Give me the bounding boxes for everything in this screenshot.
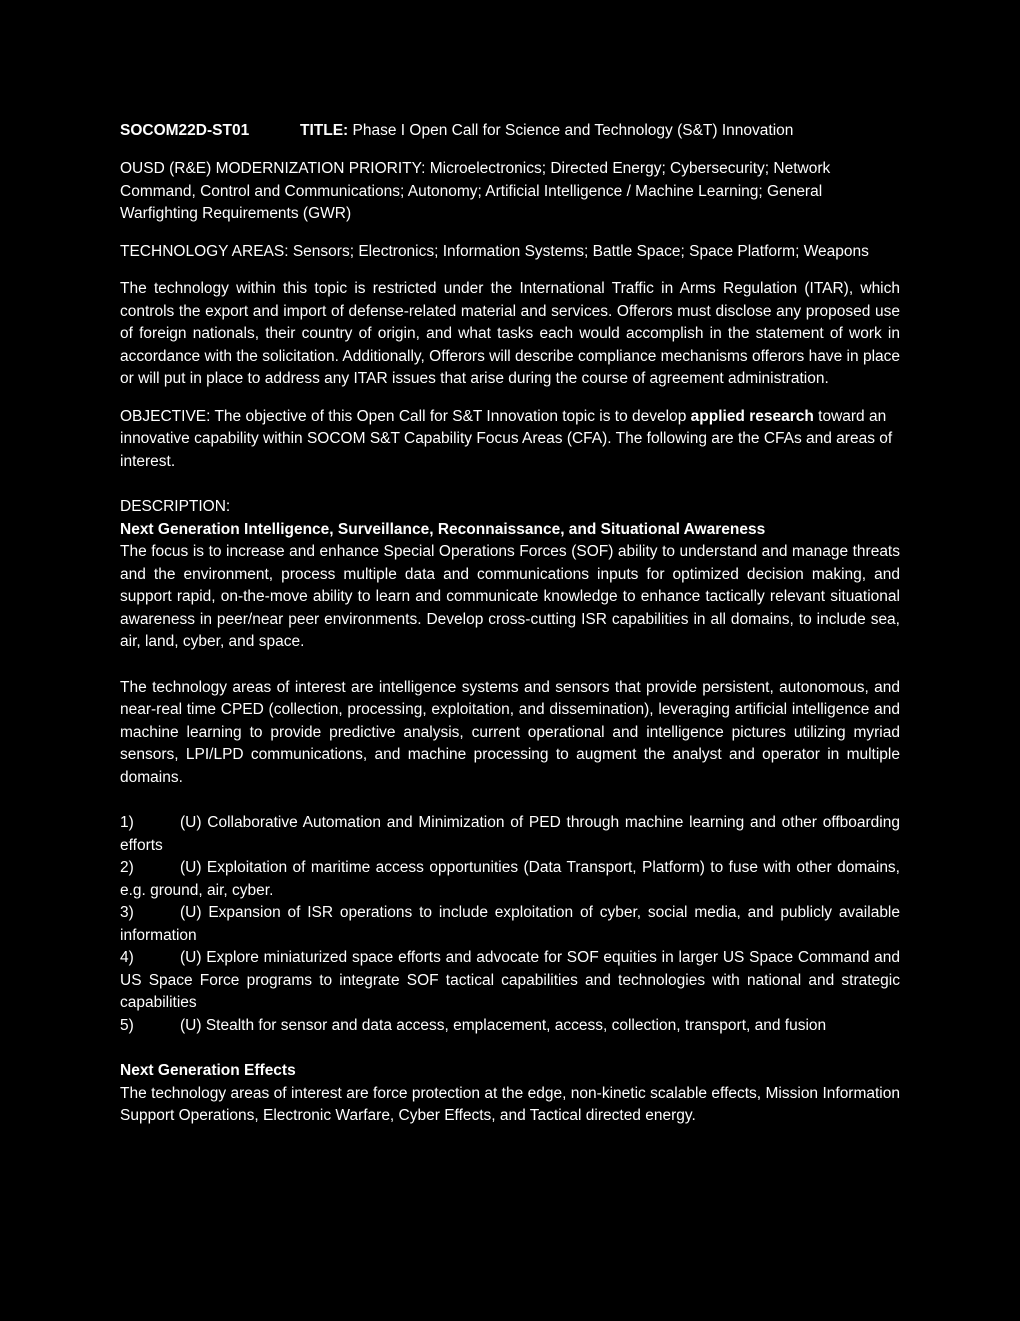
effects-paragraph: The technology areas of interest are force protection at the edge, non-kinetic scalable effects, Mission Information Support Operations, Electronic Warfare, Cyber Effects, and Tactical directed energy. — [120, 1084, 900, 1124]
list-item: 5) (U) Stealth for sensor and data access, emplacement, access, collection, transport, and fusion — [120, 1016, 827, 1034]
title-text: Phase I Open Call for Science and Technology (S&T) Innovation — [352, 122, 794, 139]
title-label: TITLE: — [300, 122, 349, 139]
document-content — [120, 120, 900, 1128]
objective-paragraph — [120, 406, 900, 474]
topic-header — [120, 120, 900, 144]
topic-code: SOCOM22D-ST01 — [120, 122, 250, 139]
list-item: 1) (U) Collaborative Automation and Minimization of PED through machine learning and other offboarding efforts — [120, 814, 900, 854]
isr-interest-list — [120, 812, 900, 1037]
isr-paragraph-2: The technology areas of interest are intelligence systems and sensors that provide persistent, autonomous, and near-real time CPED (collection, processing, exploitation, and dissemination), leveraging artificial intelligence and machine learning to provide predictive analysis, current operational and intelligence pictures utilizing myriad sensors, LPI/LPD communications, and machine processing to augment the analyst and operator in multiple domains. — [120, 678, 900, 786]
modernization-priority: OUSD (R&E) MODERNIZATION PRIORITY: Microelectronics; Directed Energy; Cybersecurity; Network Command, Control and Communications; Autonomy; Artificial Intelligence / Machine Learning; General Warfighting Requirements (GWR) — [120, 160, 831, 222]
objective-bold-text: applied research — [690, 407, 814, 425]
technology-areas: TECHNOLOGY AREAS: Sensors; Electronics; Information Systems; Battle Space; Space Platform; Weapons — [120, 242, 869, 260]
list-item: 2) (U) Exploitation of maritime access opportunities (Data Transport, Platform) to fuse with other domains, e.g. ground, air, cyber. — [120, 859, 900, 899]
list-item: 3) (U) Expansion of ISR operations to include exploitation of cyber, social media, and publicly available information — [120, 904, 900, 944]
objective-text-end: toward an innovative capability within SOCOM S&T Capability Focus Areas (CFA). The following are the CFAs and areas of interest. — [120, 407, 893, 470]
topic-title — [300, 120, 793, 144]
list-item: 4) (U) Explore miniaturized space efforts and advocate for SOF equities in larger US Space Command and US Space Force programs to integrate SOF tactical capabilities and technologies with national and strategic capabilities — [120, 949, 900, 1011]
section-heading-effects: Next Generation Effects — [120, 1062, 296, 1079]
description-label: DESCRIPTION: — [120, 498, 231, 515]
objective-text-start: OBJECTIVE: The objective of this Open Call for S&T Innovation topic is to develop — [120, 407, 691, 425]
section-heading-isr: Next Generation Intelligence, Surveillance, Reconnaissance, and Situational Awareness — [120, 520, 766, 538]
itar-paragraph: The technology within this topic is restricted under the International Traffic in Arms Regulation (ITAR), which controls the export and import of defense-related material and services. Offerors must disclose any proposed use of foreign nationals, their country of origin, and what tasks each would accomplish in the statement of work in accordance with the solicitation. Additionally, Offerors will describe compliance mechanisms offerors have in place or will put in place to address any ITAR issues that arise during the course of agreement administration. — [120, 280, 900, 387]
isr-paragraph-1: The focus is to increase and enhance Special Operations Forces (SOF) ability to understand and manage threats and the environment, process multiple data and communications inputs for optimized decision making, and support rapid, on-the-move ability to learn and communicate knowledge to enhance tactically relevant situational awareness in peer/near peer environments. Develop cross-cutting ISR capabilities in all domains, to include sea, air, land, cyber, and space. — [120, 543, 900, 650]
